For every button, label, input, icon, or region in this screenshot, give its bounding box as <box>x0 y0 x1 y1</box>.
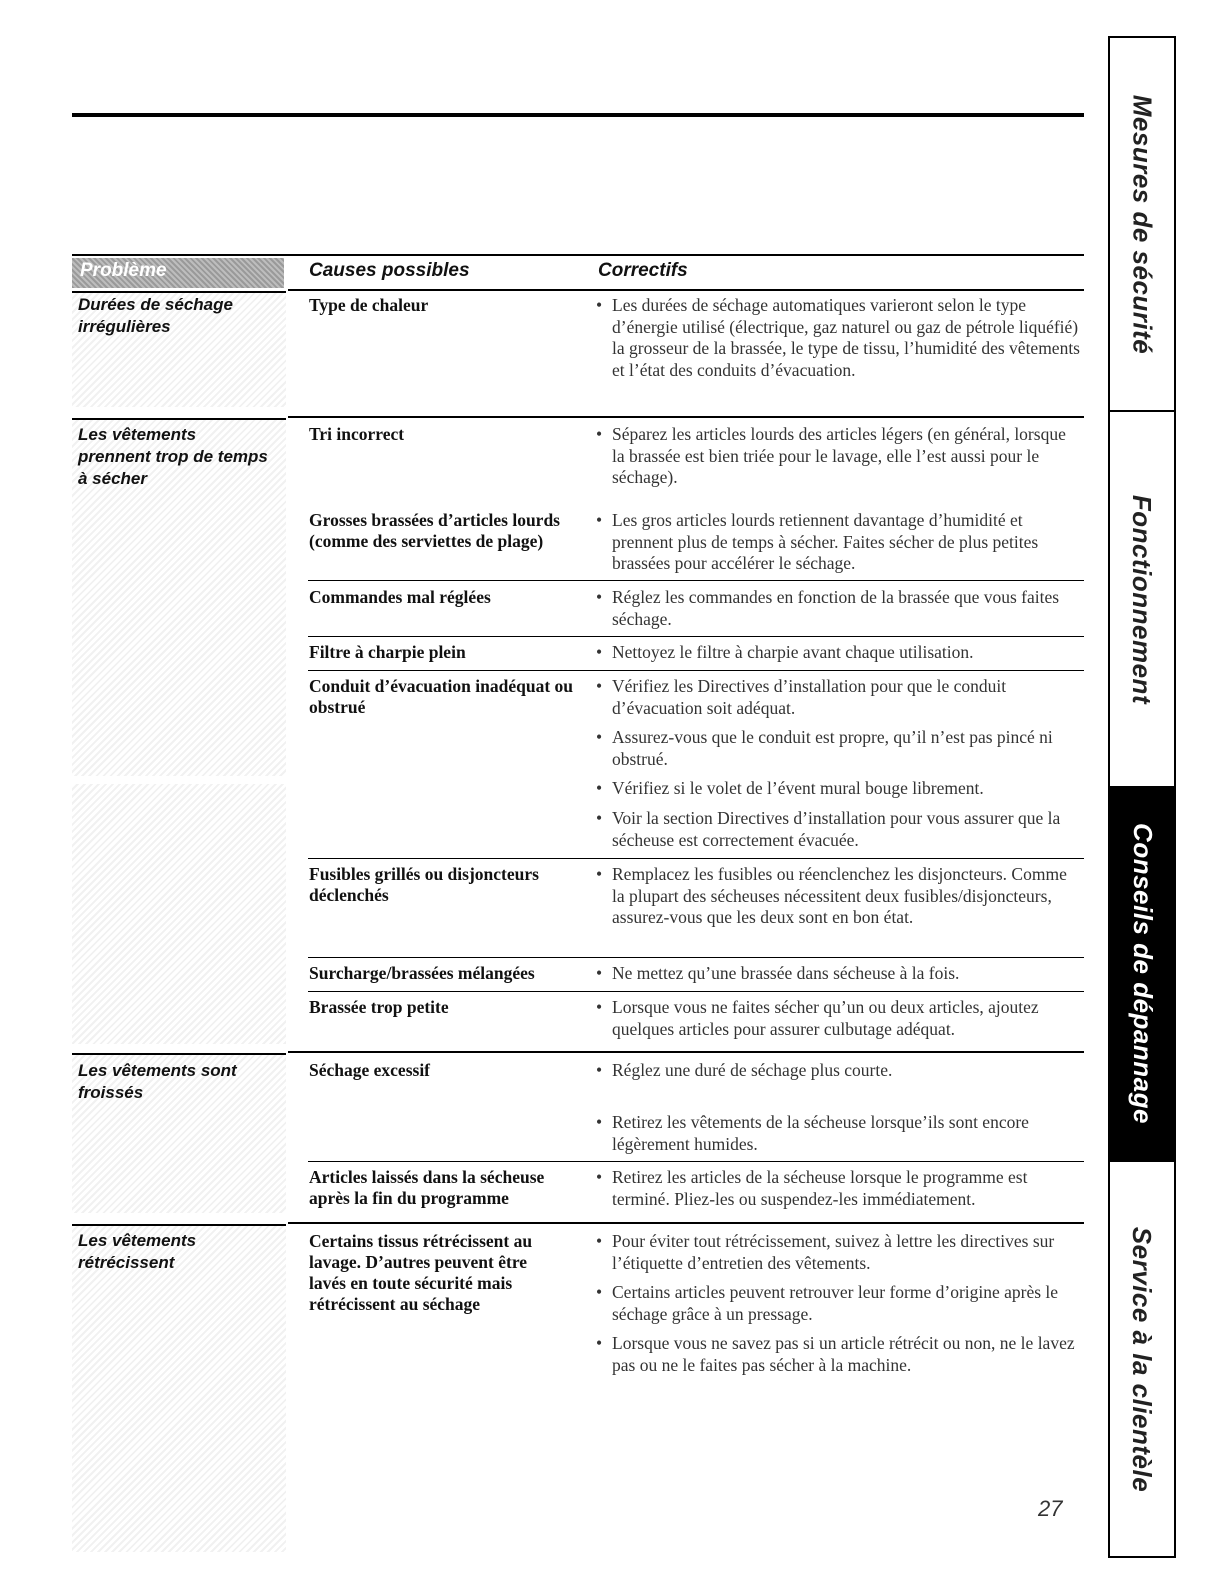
tab-mesures-de-securite[interactable]: Mesures de sécurité <box>1127 94 1158 354</box>
fix-text: Réglez une duré de séchage plus courte. <box>612 1060 893 1080</box>
bullet: • <box>596 727 603 747</box>
fix-item <box>596 424 1082 489</box>
fix-text: Vérifiez si le volet de l’évent mural bouge librement. <box>612 778 984 798</box>
bullet: • <box>596 1282 603 1302</box>
cause-text: Séchage excessif <box>309 1060 431 1080</box>
page-number: 27 <box>1038 1496 1063 1521</box>
fix-item <box>596 864 1082 929</box>
problem-cell-continued <box>72 784 286 1044</box>
bullet: • <box>596 1167 603 1187</box>
row-rule <box>308 991 1084 992</box>
cause-text: Articles laissés dans la sécheuse après la fin du programme <box>309 1167 545 1208</box>
fix-item <box>596 510 1082 575</box>
tab-service-a-la-clientele[interactable]: Service à la clientèle <box>1127 1226 1158 1492</box>
row-rule <box>308 858 1084 859</box>
bullet: • <box>596 1112 603 1132</box>
fix-text: Les gros articles lourds retiennent davantage d’humidité et prennent plus de temps à sécher. Faites sécher de plus petites brassées pour accélérer le séchage. <box>612 510 1039 573</box>
fix-text: Voir la section Directives d’installation pour vous assurer que la sécheuse est correctement évacuée. <box>612 808 1061 850</box>
fix-text: Retirez les vêtements de la sécheuse lorsque’ils sont encore légèrement humides. <box>612 1112 1029 1154</box>
fix-item <box>596 676 1082 719</box>
header-fixes: Correctifs <box>598 260 688 281</box>
fix-item <box>596 1231 1082 1274</box>
cause-text: Grosses brassées d’articles lourds (comme des serviettes de plage) <box>309 510 560 551</box>
fix-text: Nettoyez le filtre à charpie avant chaque utilisation. <box>612 642 974 662</box>
bullet: • <box>596 963 603 983</box>
cause-text: Certains tissus rétrécissent au lavage. D’autres peuvent être lavés en toute sécurité mais rétrécissent au séchage <box>309 1231 533 1314</box>
header-causes: Causes possibles <box>309 260 470 281</box>
fix-text: Retirez les articles de la sécheuse lorsque le programme est terminé. Pliez-les ou suspendez-les immédiatement. <box>612 1167 1028 1209</box>
bullet: • <box>596 808 603 828</box>
problem-label: Les vêtements rétrécissent <box>78 1231 197 1272</box>
cause-text: Conduit d’évacuation inadéquat ou obstrué <box>309 676 574 717</box>
fix-text: Séparez les articles lourds des articles légers (en général, lorsque la brassée est bien triée pour le lavage, elle l’est aussi pour le séchage). <box>612 424 1066 487</box>
cause-text: Type de chaleur <box>309 295 429 315</box>
bullet: • <box>596 676 603 696</box>
fix-item <box>596 1333 1082 1376</box>
group-rule <box>288 1051 1084 1053</box>
bullet: • <box>596 1333 603 1353</box>
fix-item <box>596 1060 1082 1082</box>
problem-label: Durées de séchage irrégulières <box>78 295 233 336</box>
fix-item <box>596 1112 1082 1155</box>
fix-text: Lorsque vous ne faites sécher qu’un ou deux articles, ajoutez quelques articles pour assurer culbutage adéquat. <box>612 997 1039 1039</box>
fix-item <box>596 778 1082 800</box>
header-rule <box>72 254 1084 256</box>
bullet: • <box>596 424 603 444</box>
cause-text: Commandes mal réglées <box>309 587 491 607</box>
bullet: • <box>596 295 603 315</box>
section-tabs <box>1108 36 1176 1558</box>
row-rule <box>308 1161 1084 1162</box>
fix-item <box>596 587 1082 630</box>
row-rule <box>308 580 1084 581</box>
fix-item <box>596 997 1082 1040</box>
tab-fonctionnement[interactable]: Fonctionnement <box>1127 494 1158 704</box>
fix-item <box>596 808 1082 851</box>
bullet: • <box>596 1060 603 1080</box>
problem-label: Les vêtements prennent trop de temps à sécher <box>78 425 268 488</box>
fix-text: Lorsque vous ne savez pas si un article rétrécit ou non, ne le lavez pas ou ne le faites pas sécher à la machine. <box>612 1333 1075 1375</box>
fix-text: Réglez les commandes en fonction de la brassée que vous faites séchage. <box>612 587 1060 629</box>
row-rule <box>308 670 1084 671</box>
fix-text: Pour éviter tout rétrécissement, suivez à lettre les directives sur l’étiquette d’entretien des vêtements. <box>612 1231 1055 1273</box>
bullet: • <box>596 510 603 530</box>
bullet: • <box>596 1231 603 1251</box>
fix-text: Les durées de séchage automatiques varieront selon le type d’énergie utilisé (électrique, gaz naturel ou gaz de pétrole liquéfié) la grosseur de la brassée, le type de tissu, l’humidité des vêtements et l’état des conduits d’évacuation. <box>612 295 1080 380</box>
fix-text: Remplacez les fusibles ou réenclenchez les disjoncteurs. Comme la plupart des sécheuses nécessitent deux fusibles/disjoncteurs, assurez-vous que les deux sont en bon état. <box>612 864 1067 927</box>
fix-item <box>596 295 1082 381</box>
fix-item <box>596 1282 1082 1325</box>
header-bottom-rule <box>288 289 1084 291</box>
cause-text: Brassée trop petite <box>309 997 449 1017</box>
cause-text: Filtre à charpie plein <box>309 642 466 662</box>
cause-text: Fusibles grillés ou disjoncteurs déclenchés <box>309 864 539 905</box>
top-rule <box>72 113 1084 117</box>
row-rule <box>308 957 1084 958</box>
bullet: • <box>596 778 603 798</box>
fix-item <box>596 1167 1082 1210</box>
fix-text: Vérifiez les Directives d’installation pour que le conduit d’évacuation soit adéquat. <box>612 676 1007 718</box>
problem-label: Les vêtements sont froissés <box>78 1061 237 1102</box>
bullet: • <box>596 587 603 607</box>
fix-text: Certains articles peuvent retrouver leur forme d’origine après le séchage grâce à un pressage. <box>612 1282 1059 1324</box>
cause-text: Surcharge/brassées mélangées <box>309 963 535 983</box>
bullet: • <box>596 642 603 662</box>
row-rule <box>308 636 1084 637</box>
bullet: • <box>596 997 603 1017</box>
group-rule <box>288 416 1084 418</box>
fix-item <box>596 963 1082 985</box>
fix-item <box>596 642 1082 664</box>
fix-item <box>596 727 1082 770</box>
bullet: • <box>596 864 603 884</box>
cause-text: Tri incorrect <box>309 424 405 444</box>
tab-conseils-de-depannage[interactable]: Conseils de dépannage <box>1110 786 1174 1160</box>
fix-text: Assurez-vous que le conduit est propre, qu’il n’est pas pincé ni obstrué. <box>612 727 1053 769</box>
group-rule <box>288 1222 1084 1224</box>
fix-text: Ne mettez qu’une brassée dans sécheuse à la fois. <box>612 963 960 983</box>
header-problem: Problème <box>72 258 284 288</box>
